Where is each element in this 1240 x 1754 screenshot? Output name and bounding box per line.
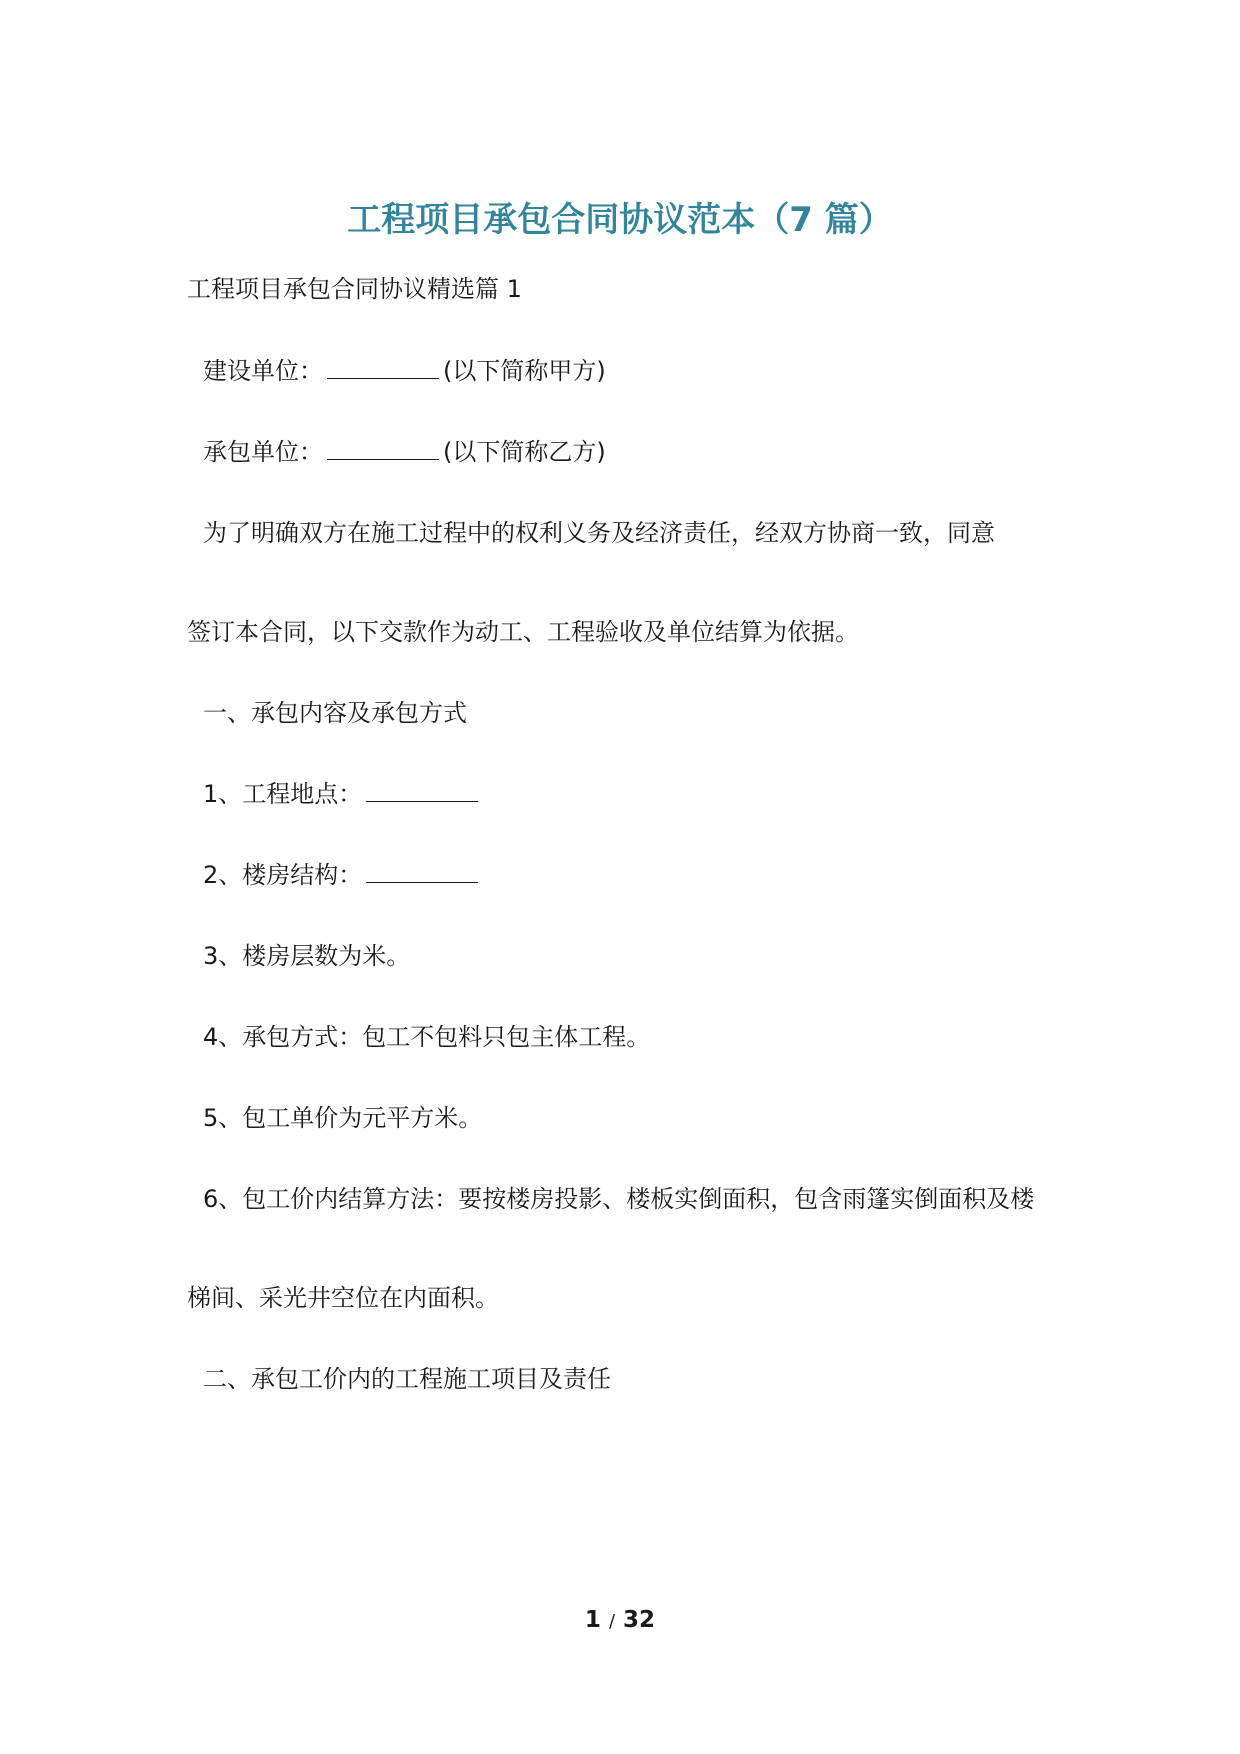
section-heading: 工程项目承包合同协议精选篇 1 bbox=[187, 275, 522, 303]
item-1-line bbox=[203, 777, 482, 811]
section-2-heading: 二、承包工价内的工程施工项目及责任 bbox=[203, 1365, 611, 1393]
item-5-line: 5、包工单价为元平方米。 bbox=[203, 1104, 483, 1132]
page-current: 1 bbox=[584, 1607, 601, 1633]
section-1-heading: 一、承包内容及承包方式 bbox=[203, 699, 467, 727]
item-6-line-1: 6、包工价内结算方法：要按楼房投影、楼板实倒面积，包含雨篷实倒面积及楼 bbox=[203, 1185, 1035, 1213]
page-total: 32 bbox=[623, 1607, 656, 1633]
intro-line-1: 为了明确双方在施工过程中的权利义务及经济责任，经双方协商一致，同意 bbox=[203, 519, 995, 547]
party-a-line bbox=[203, 354, 606, 388]
party-b-label: 承包单位： bbox=[203, 438, 323, 466]
item-2-label: 2、楼房结构： bbox=[203, 861, 363, 889]
party-b-note: (以下简称乙方) bbox=[443, 438, 606, 466]
item-6-line-2: 梯间、采光井空位在内面积。 bbox=[187, 1284, 499, 1312]
document-title: 工程项目承包合同协议范本（7 篇） bbox=[347, 200, 893, 240]
item-4-line: 4、承包方式：包工不包料只包主体工程。 bbox=[203, 1023, 651, 1051]
item-1-label: 1、工程地点： bbox=[203, 780, 363, 808]
page-separator: / bbox=[608, 1611, 616, 1632]
item-2-blank bbox=[366, 858, 478, 883]
page-number bbox=[0, 1604, 1240, 1638]
party-b-line bbox=[203, 435, 606, 469]
item-3-line: 3、楼房层数为米。 bbox=[203, 942, 411, 970]
item-2-line bbox=[203, 858, 482, 892]
party-a-label: 建设单位： bbox=[203, 357, 323, 385]
party-b-blank bbox=[327, 435, 439, 460]
party-a-blank bbox=[327, 354, 439, 379]
party-a-note: (以下简称甲方) bbox=[443, 357, 606, 385]
item-1-blank bbox=[366, 777, 478, 802]
intro-line-2: 签订本合同，以下交款作为动工、工程验收及单位结算为依据。 bbox=[187, 618, 859, 646]
